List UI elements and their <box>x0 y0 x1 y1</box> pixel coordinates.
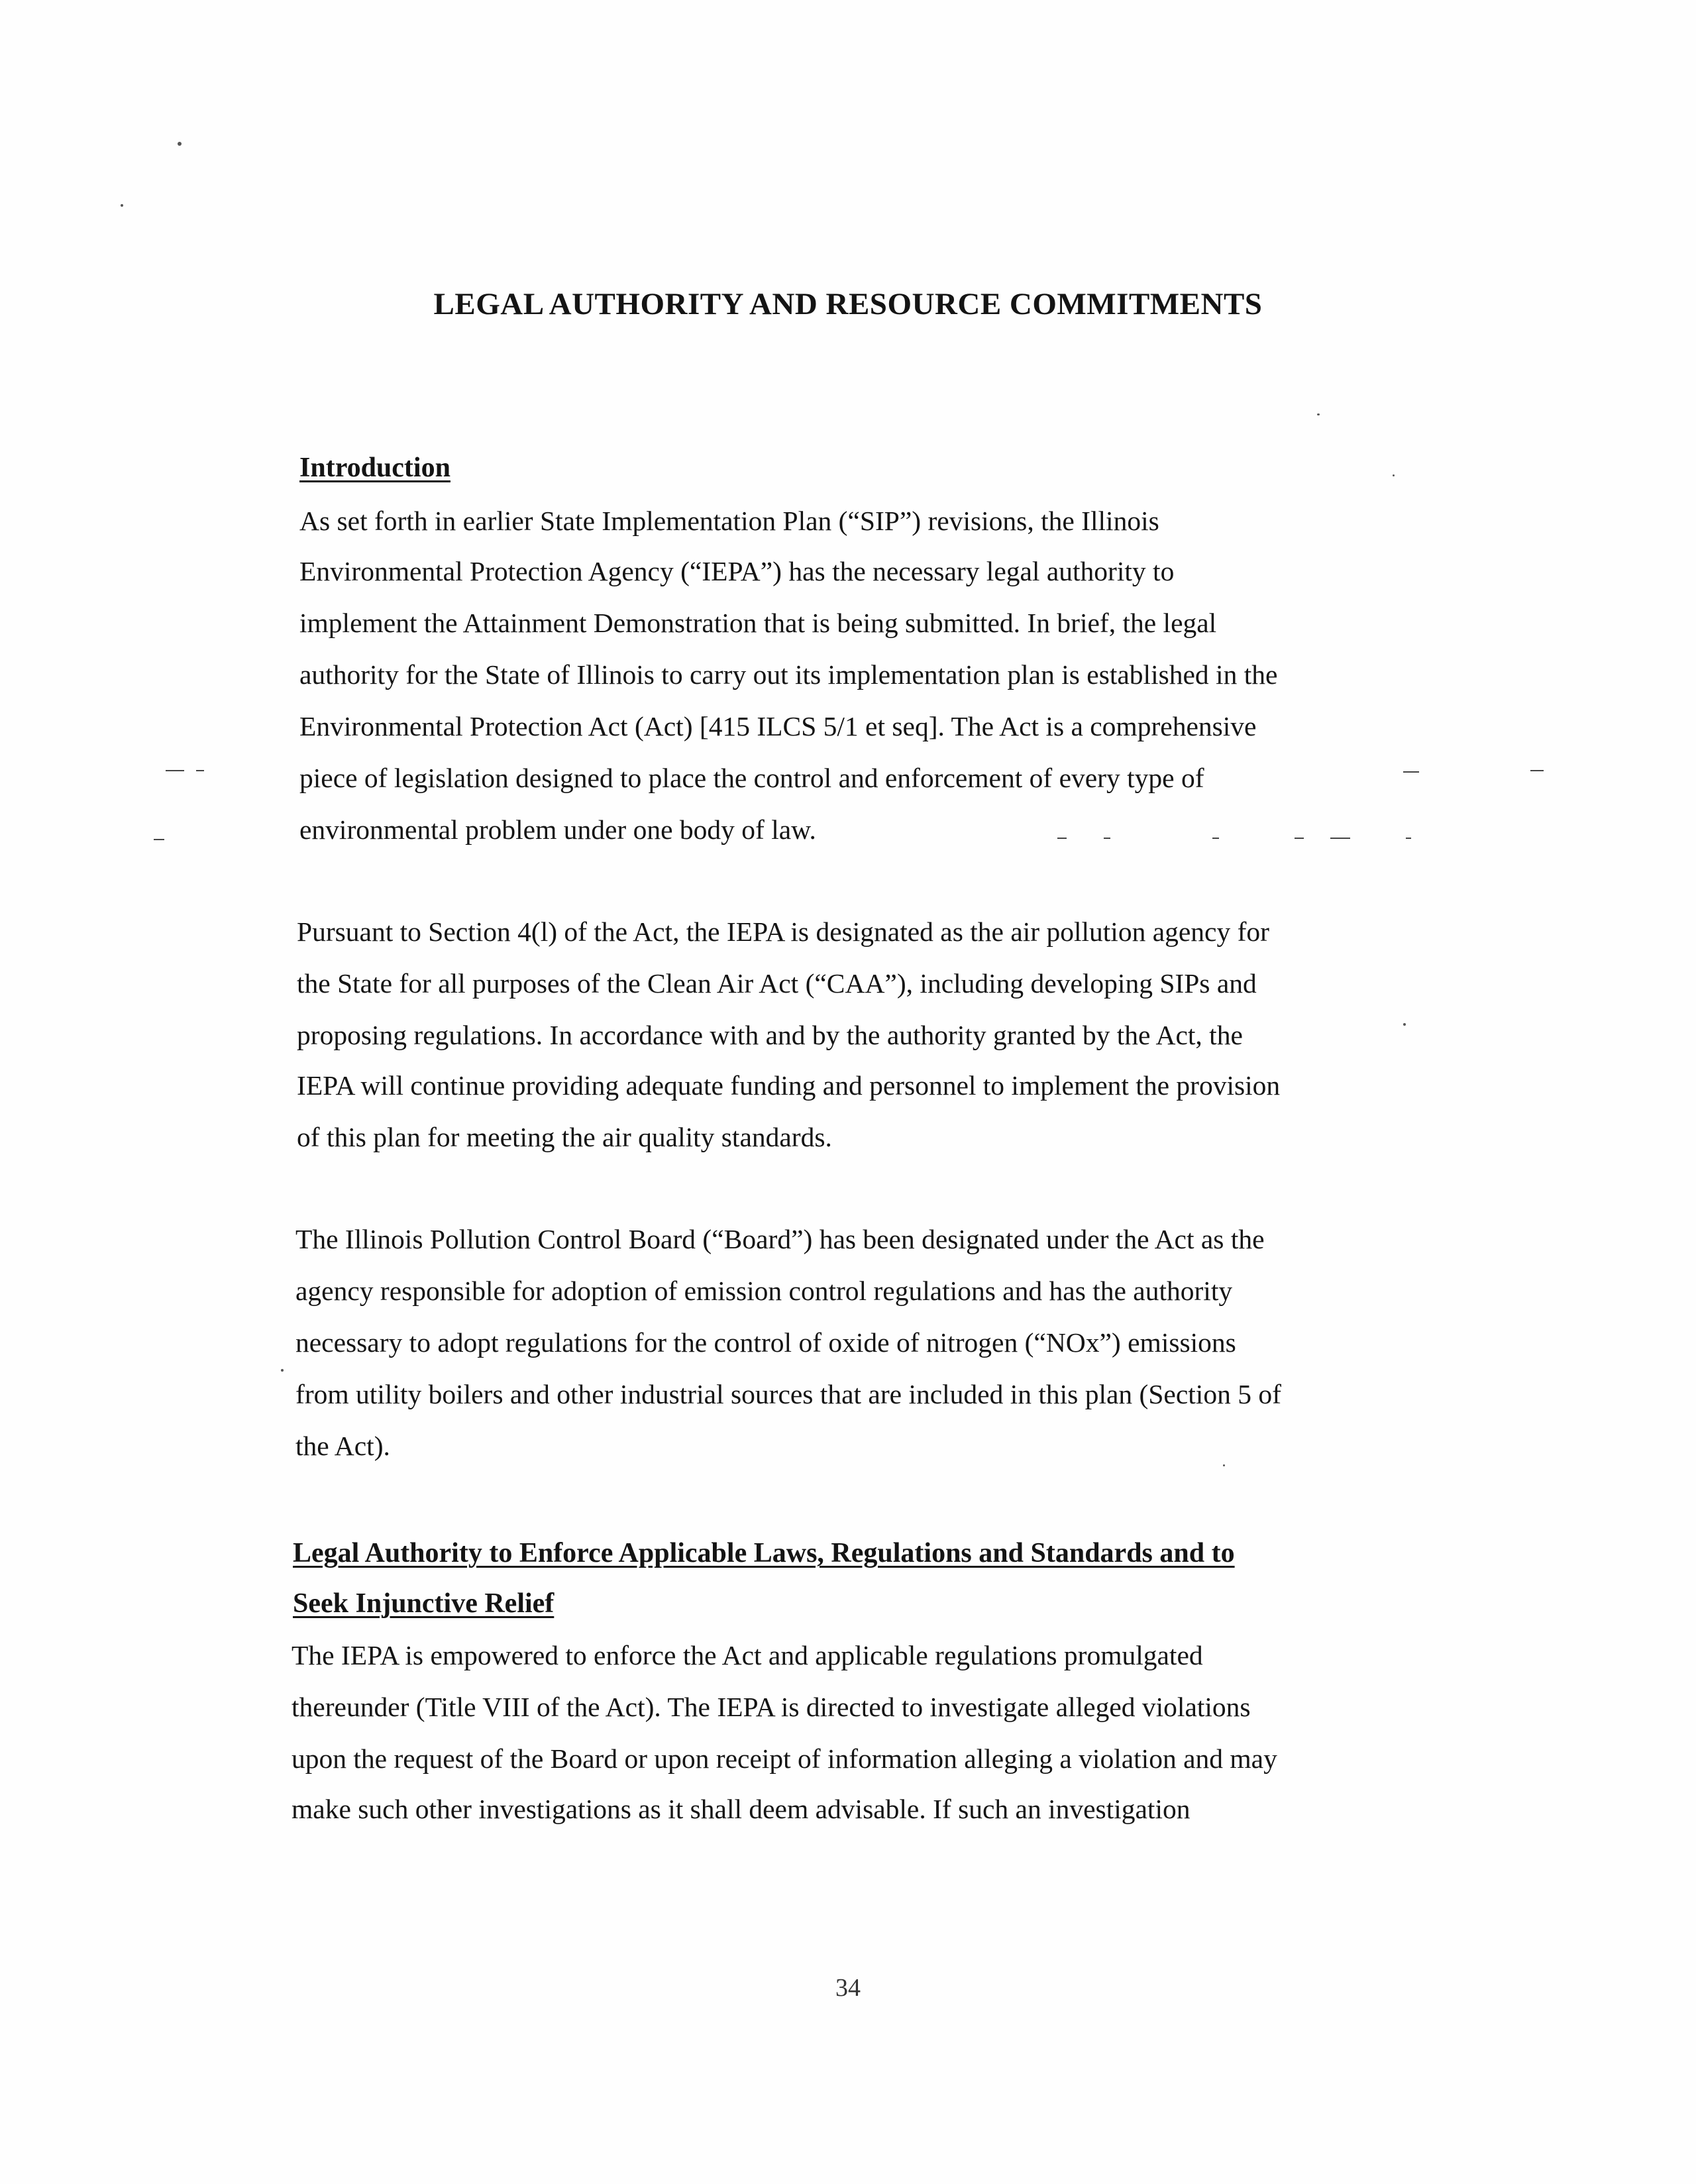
text-line: authority for the State of Illinois to carry out its implementation plan is established in the <box>299 659 1278 690</box>
scan-dash <box>1403 771 1419 773</box>
text-line: environmental problem under one body of law. <box>299 814 816 845</box>
text-line: Environmental Protection Act (Act) [415 ILCS 5/1 et seq]. The Act is a comprehensive <box>299 711 1257 741</box>
section-heading: Legal Authority to Enforce Applicable Laws, Regulations and Standards and to <box>293 1538 1235 1568</box>
text-line: the State for all purposes of the Clean Air Act (“CAA”), including developing SIPs and <box>297 968 1257 999</box>
section-heading: Seek Injunctive Relief <box>293 1588 555 1619</box>
text-line: thereunder (Title VIII of the Act). The IEPA is directed to investigate alleged violations <box>292 1692 1251 1722</box>
scan-speck <box>178 142 182 146</box>
scan-dash <box>154 839 164 840</box>
text-line: Pursuant to Section 4(l) of the Act, the IEPA is designated as the air pollution agency for <box>297 916 1269 947</box>
scan-dash <box>166 770 184 771</box>
text-line: implement the Attainment Demonstration that is being submitted. In brief, the legal <box>299 608 1217 638</box>
text-line: IEPA will continue providing adequate funding and personnel to implement the provision <box>297 1070 1281 1101</box>
scan-dash <box>196 770 204 771</box>
scan-speck <box>1393 474 1395 476</box>
text-line: of this plan for meeting the air quality standards. <box>297 1122 832 1152</box>
scan-speck <box>121 204 123 207</box>
scan-speck <box>1317 413 1320 415</box>
text-line: the Act). <box>295 1431 390 1461</box>
text-line: The Illinois Pollution Control Board (“Board”) has been designated under the Act as the <box>295 1224 1265 1254</box>
page-number: 34 <box>835 1974 861 2002</box>
scan-speck <box>281 1369 284 1372</box>
scan-dash <box>1406 838 1411 839</box>
text-line: Environmental Protection Agency (“IEPA”) has the necessary legal authority to <box>299 556 1175 586</box>
section-heading: Introduction <box>299 453 450 483</box>
text-line: from utility boilers and other industrial sources that are included in this plan (Section 5 of <box>295 1379 1281 1409</box>
scan-dash <box>1530 770 1544 771</box>
scan-speck <box>1403 1023 1406 1026</box>
text-line: agency responsible for adoption of emission control regulations and has the authority <box>295 1276 1233 1306</box>
text-line: piece of legislation designed to place the control and enforcement of every type of <box>299 763 1204 793</box>
scan-dash <box>1295 838 1304 839</box>
text-line: necessary to adopt regulations for the control of oxide of nitrogen (“NOx”) emissions <box>295 1327 1236 1358</box>
text-line: proposing regulations. In accordance with and by the authority granted by the Act, the <box>297 1020 1243 1050</box>
scan-dash <box>1330 838 1350 839</box>
text-line: upon the request of the Board or upon receipt of information alleging a violation and may <box>292 1743 1277 1774</box>
text-line: make such other investigations as it shall deem advisable. If such an investigation <box>292 1794 1191 1824</box>
scan-dash <box>1057 838 1067 839</box>
document-title: LEGAL AUTHORITY AND RESOURCE COMMITMENTS <box>433 287 1263 321</box>
text-line: The IEPA is empowered to enforce the Act and applicable regulations promulgated <box>292 1640 1203 1670</box>
text-line: As set forth in earlier State Implementation Plan (“SIP”) revisions, the Illinois <box>299 506 1159 536</box>
scan-dash <box>1212 838 1219 839</box>
scan-dash <box>1104 838 1110 839</box>
scan-speck <box>1223 1464 1225 1466</box>
